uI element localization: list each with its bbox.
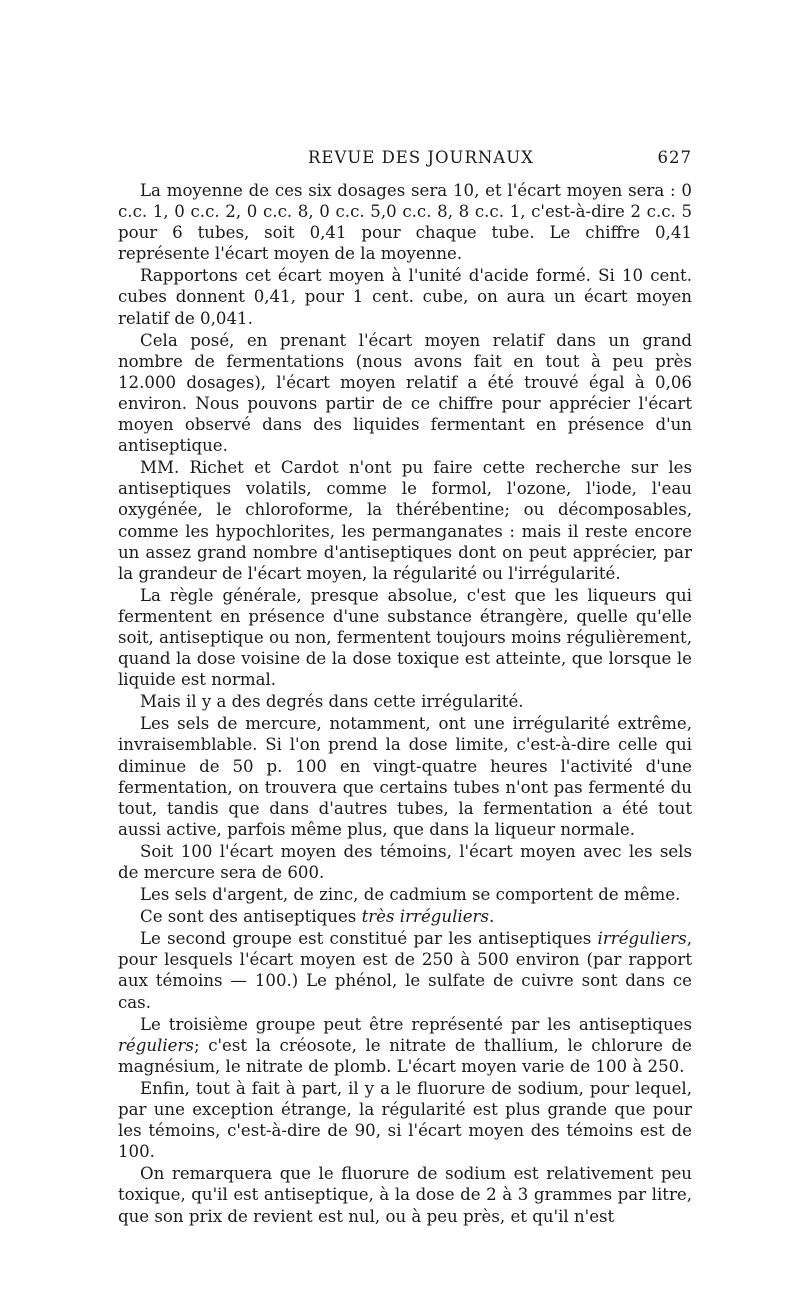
- paragraph: Soit 100 l'écart moyen des témoins, l'écart moyen avec les sels de mercure sera de 600.: [118, 841, 692, 882]
- paragraph: [118, 928, 692, 1012]
- running-title: REVUE DES JOURNAUX: [308, 148, 534, 167]
- text-run: Ce sont des antiseptiques: [140, 907, 362, 927]
- emphasis: réguliers: [118, 1035, 194, 1055]
- emphasis: irréguliers: [597, 929, 687, 949]
- article-body: [118, 180, 692, 1227]
- paragraph: [118, 1014, 692, 1077]
- paragraph: Rapportons cet écart moyen à l'unité d'acide formé. Si 10 cent. cubes donnent 0,41, pour 1 cent. cube, on aura un écart moyen relatif de 0,041.: [118, 266, 692, 328]
- page-number: 627: [657, 148, 692, 167]
- text-run: .: [488, 907, 495, 927]
- text-run: , pour lesquels l'écart moyen est de 250 à 500 environ (par rapport aux témoins — 100.) Le phénol, le sulfate de cuivre sont dans ce cas.: [118, 929, 692, 1012]
- text-run: Le second groupe est constitué par les antiseptiques: [140, 929, 598, 949]
- paragraph: Les sels de mercure, notamment, ont une irrégularité extrême, invraisemblable. Si l'on prend la dose limite, c'est-à-dire celle qui diminue de 50 p. 100 en vingt-quatre heures l'activité d'une fermentation, on trouvera que certains tubes n'ont pas fermenté du tout, tandis que dans d'autres tubes, la fermentation a été tout aussi active, parfois même plus, que dans la liqueur normale.: [118, 714, 692, 839]
- paragraph: [118, 906, 692, 927]
- paragraph: La règle générale, presque absolue, c'est que les liqueurs qui fermentent en présence d'une substance étrangère, quelle qu'elle soit, antiseptique ou non, fermentent toujours moins régulièrement, quand la dose voisine de la dose toxique est atteinte, que lorsque le liquide est normal.: [118, 585, 692, 690]
- paragraph: MM. Richet et Cardot n'ont pu faire cette recherche sur les antiseptiques volatils, comme le formol, l'ozone, l'iode, l'eau oxygénée, le chloroforme, la thérébentine; ou décomposables, comme les hypochlorites, les permanganates : mais il reste encore un assez grand nombre d'antiseptiques dont on peut apprécier, par la grandeur de l'écart moyen, la régularité ou l'irrégularité.: [118, 458, 692, 583]
- paragraph: Cela posé, en prenant l'écart moyen relatif dans un grand nombre de fermentations (nous avons fait en tout à peu près 12.000 dosages), l'écart moyen relatif a été trouvé égal à 0,06 environ. Nous pouvons partir de ce chiffre pour apprécier l'écart moyen observé dans des liquides fermentant en présence d'un antiseptique.: [118, 330, 692, 456]
- paragraph: La moyenne de ces six dosages sera 10, et l'écart moyen sera : 0 c.c. 1, 0 c.c. 2, 0 c.c. 8, 0 c.c. 5,0 c.c. 8, 8 c.c. 1, c'est-à-dire 2 c.c. 5 pour 6 tubes, soit 0,41 pour chaque tube. Le chiffre 0,41 représente l'écart moyen de la moyenne.: [118, 181, 692, 264]
- text-run: Le troisième groupe peut être représenté par les antiseptiques: [140, 1014, 692, 1034]
- page-header: [118, 148, 692, 172]
- paragraph: Enfin, tout à fait à part, il y a le fluorure de sodium, pour lequel, par une exception étrange, la régularité est plus grande que pour les témoins, c'est-à-dire de 90, si l'écart moyen des témoins est de 100.: [118, 1078, 692, 1162]
- text-run: ; c'est la créosote, le nitrate de thallium, le chlorure de magnésium, le nitrate de plomb. L'écart moyen varie de 100 à 250.: [118, 1035, 692, 1076]
- paragraph: Mais il y a des degrés dans cette irrégularité.: [140, 692, 524, 712]
- paragraph: On remarquera que le fluorure de sodium est relativement peu toxique, qu'il est antiseptique, à la dose de 2 à 3 grammes par litre, que son prix de revient est nul, ou à peu près, et qu'il n'est: [118, 1164, 692, 1226]
- emphasis: très irréguliers: [361, 907, 489, 927]
- paragraph: Les sels d'argent, de zinc, de cadmium se comportent de même.: [140, 885, 681, 905]
